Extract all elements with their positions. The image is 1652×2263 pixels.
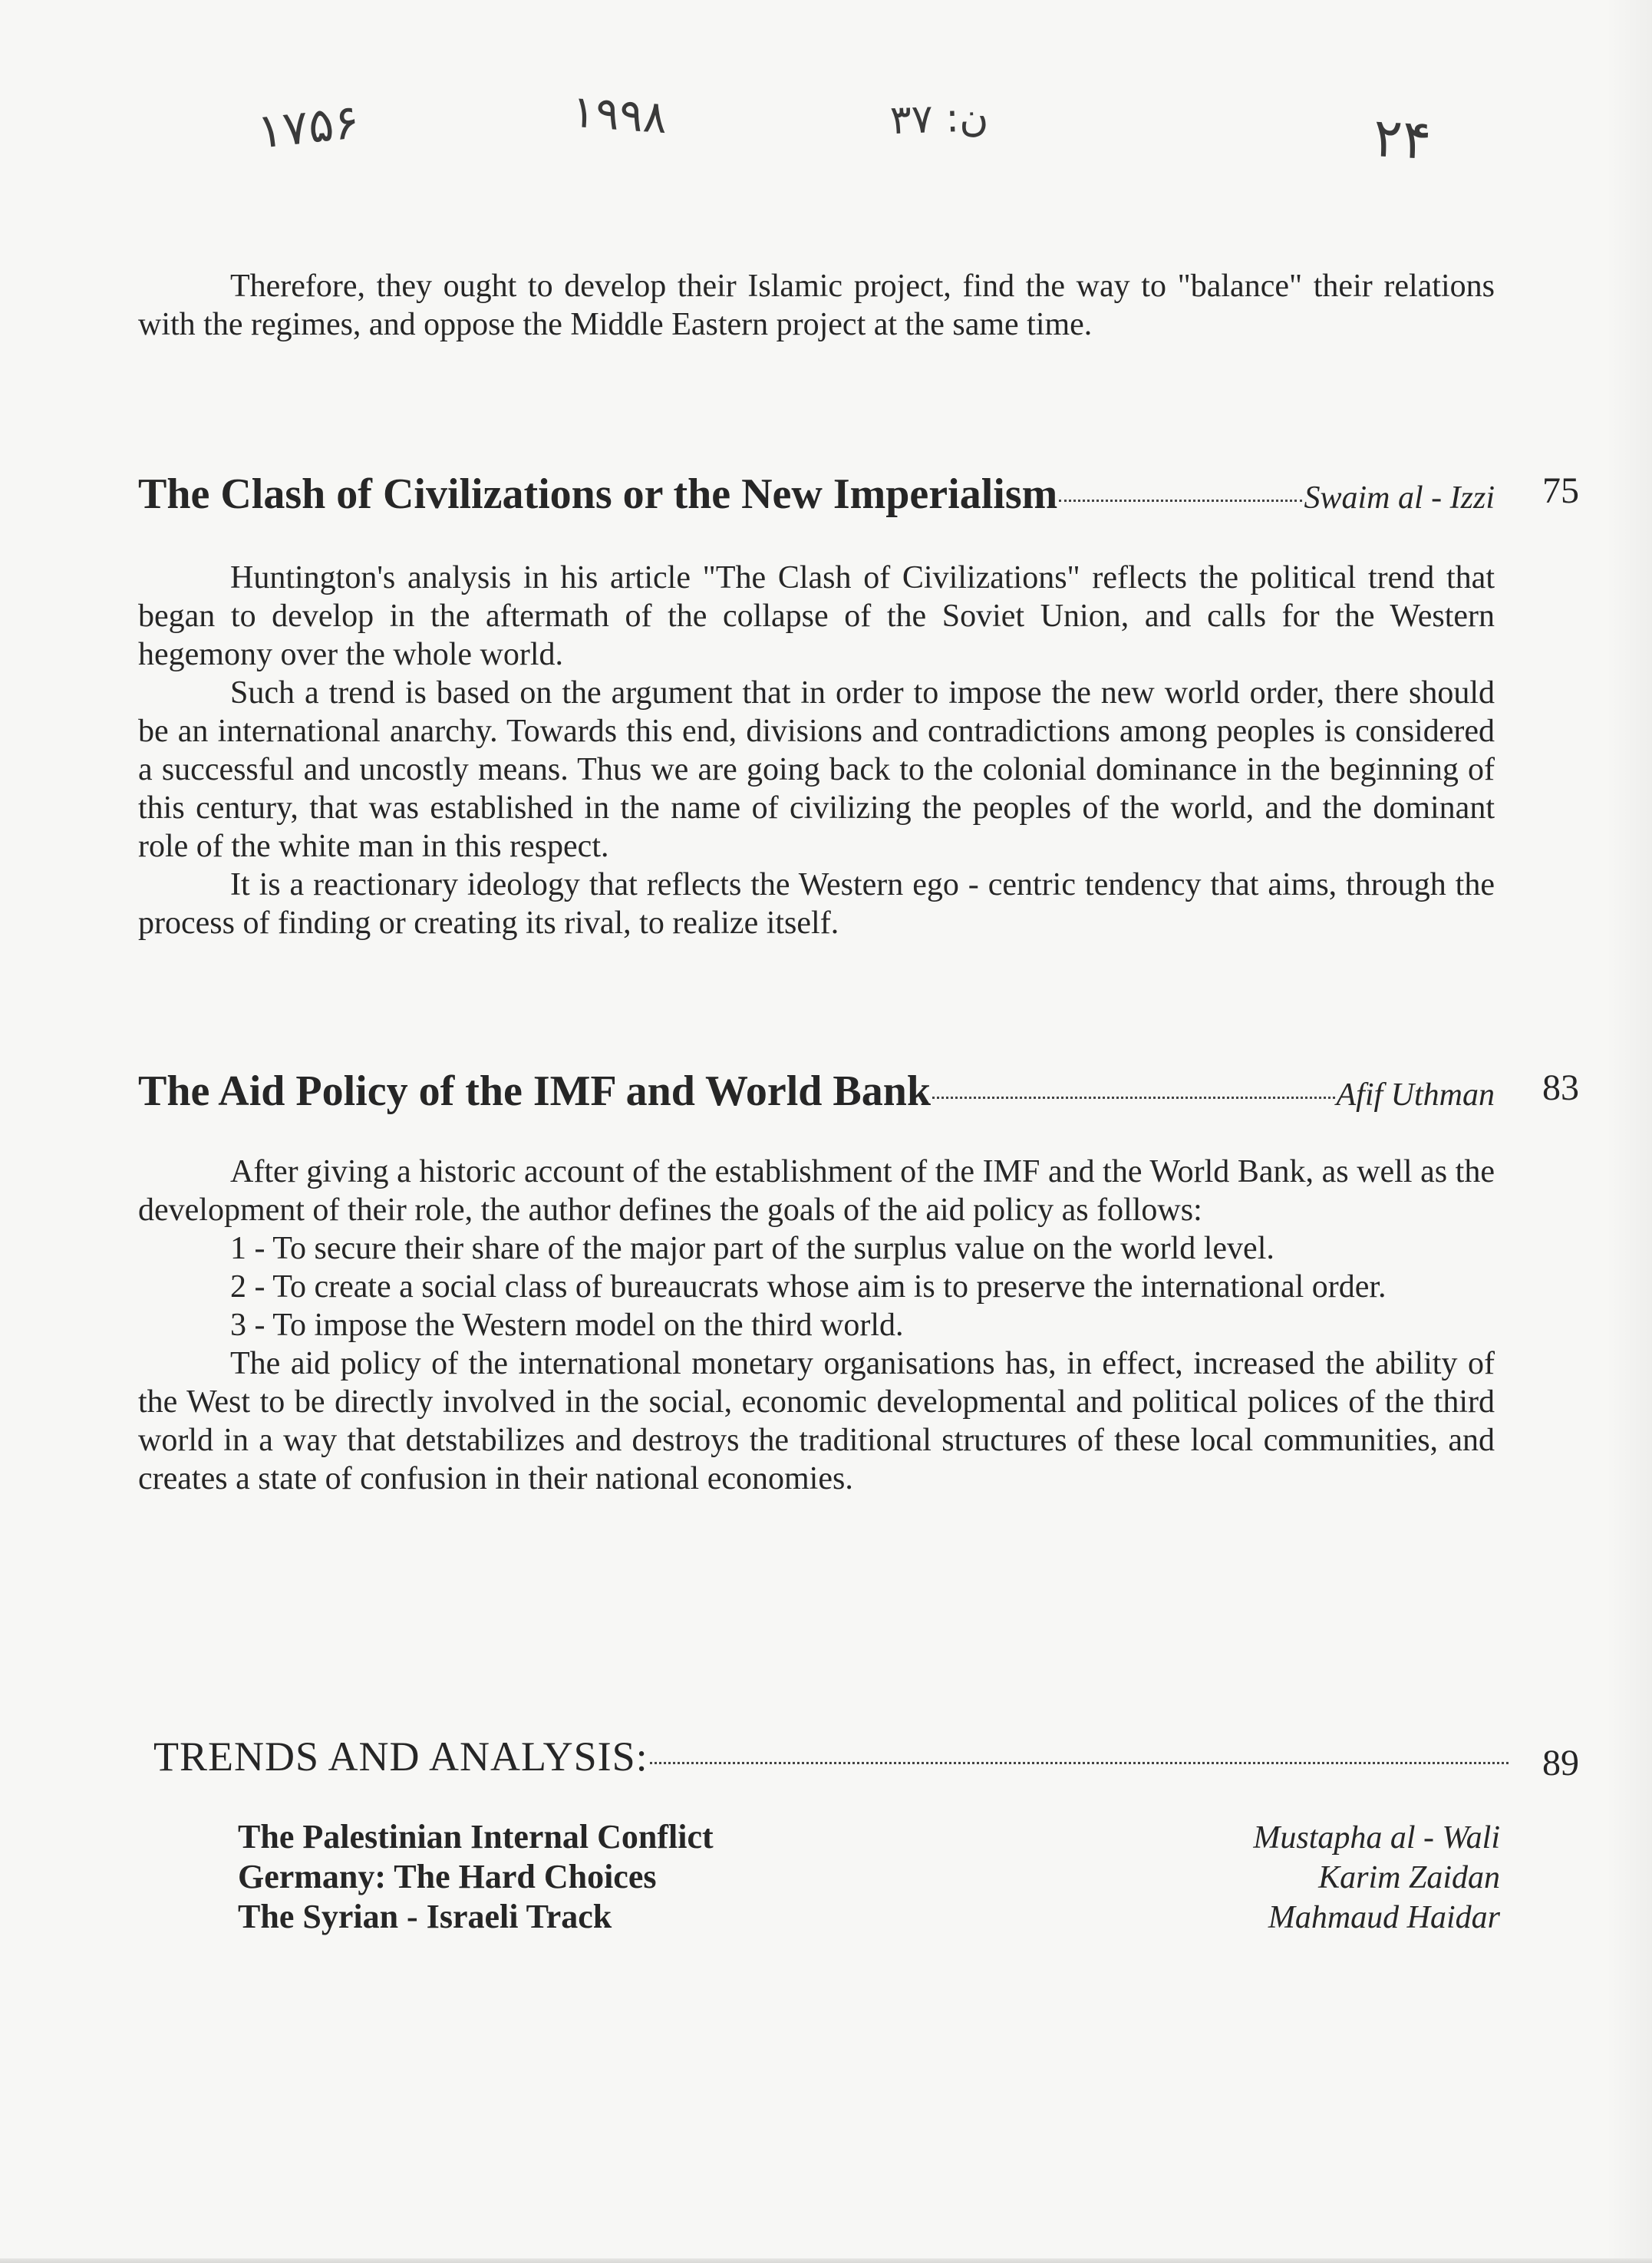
article-summary-aid-policy [138, 1153, 1495, 1498]
handwritten-note: ۱۹۹۸ [569, 84, 669, 144]
list-item [238, 1817, 1500, 1857]
trends-article-list [238, 1817, 1500, 1937]
intro-paragraph-block [138, 267, 1495, 344]
summary-paragraph: Such a trend is based on the argument that in order to impose the new world order, there should be an international anarchy. Towards this end, divisions and contradictions among peoples is considered a successful and uncostly means. Thus we are going back to the colonial dominance in the beginning of this century, that was established in the name of civilizing the peoples of the world, and the dominant role of the white man in this respect. [138, 675, 1495, 864]
handwritten-note: ن: ۳۷ [889, 94, 990, 144]
toc-entry-aid-policy [138, 1067, 1579, 1116]
toc-entry-clash [138, 470, 1579, 519]
article-author: Swaim al - Izzi [1304, 480, 1495, 516]
sub-article-title: The Syrian - Israeli Track [238, 1898, 612, 1935]
intro-paragraph: Therefore, they ought to develop their Islamic project, find the way to "balance" their relations with the regimes, and oppose the Middle Eastern project at the same time. [138, 269, 1495, 342]
scan-shadow [1606, 0, 1652, 2263]
article-summary-clash [138, 559, 1495, 942]
scan-edge [0, 2258, 1652, 2263]
sub-article-author: Mustapha al - Wali [1253, 1820, 1500, 1856]
article-page-number: 75 [1542, 470, 1579, 511]
sub-article-title: Germany: The Hard Choices [238, 1858, 657, 1895]
summary-list-item: 2 - To create a social class of bureaucrats whose aim is to preserve the international order. [230, 1269, 1387, 1305]
sub-article-title: The Palestinian Internal Conflict [238, 1818, 714, 1856]
summary-paragraph: It is a reactionary ideology that reflects the Western ego - centric tendency that aims, through the process of finding or creating its rival, to realize itself. [138, 867, 1495, 941]
article-title: The Clash of Civilizations or the New Imperialism [138, 470, 1058, 518]
dot-leader [1059, 500, 1302, 502]
summary-list-item: 1 - To secure their share of the major part of the surplus value on the world level. [230, 1231, 1274, 1266]
list-item [238, 1897, 1500, 1937]
article-author: Afif Uthman [1336, 1077, 1495, 1113]
dot-leader [932, 1097, 1334, 1099]
sub-article-author: Karim Zaidan [1318, 1860, 1500, 1895]
toc-entry-trends [153, 1733, 1510, 1780]
article-page-number: 83 [1542, 1067, 1579, 1108]
handwritten-page-number: ۲۴ [1371, 106, 1433, 172]
dot-leader [650, 1762, 1509, 1764]
article-title: The Aid Policy of the IMF and World Bank [138, 1067, 932, 1115]
summary-paragraph: After giving a historic account of the establishment of the IMF and the World Bank, as well as the development of their role, the author defines the goals of the aid policy as follows: [138, 1154, 1495, 1228]
handwritten-note: ۱۷۵۶ [254, 93, 362, 160]
summary-paragraph: The aid policy of the international monetary organisations has, in effect, increased the ability of the West to be directly involved in the social, economic developmental and political polices of the third world in a way that detstabilizes and destroys the traditional structures of these local communities, and creates a state of confusion in their national economies. [138, 1346, 1495, 1496]
summary-list-item: 3 - To impose the Western model on the third world. [230, 1308, 904, 1343]
summary-paragraph: Huntington's analysis in his article "The Clash of Civilizations" reflects the political trend that began to develop in the aftermath of the collapse of the Soviet Union, and calls for the Western hegemony over the whole world. [138, 560, 1495, 672]
sub-article-author: Mahmaud Haidar [1268, 1900, 1500, 1935]
section-page-number: 89 [1542, 1743, 1579, 1783]
list-item [238, 1857, 1500, 1897]
section-heading: TRENDS AND ANALYSIS: [153, 1734, 648, 1780]
